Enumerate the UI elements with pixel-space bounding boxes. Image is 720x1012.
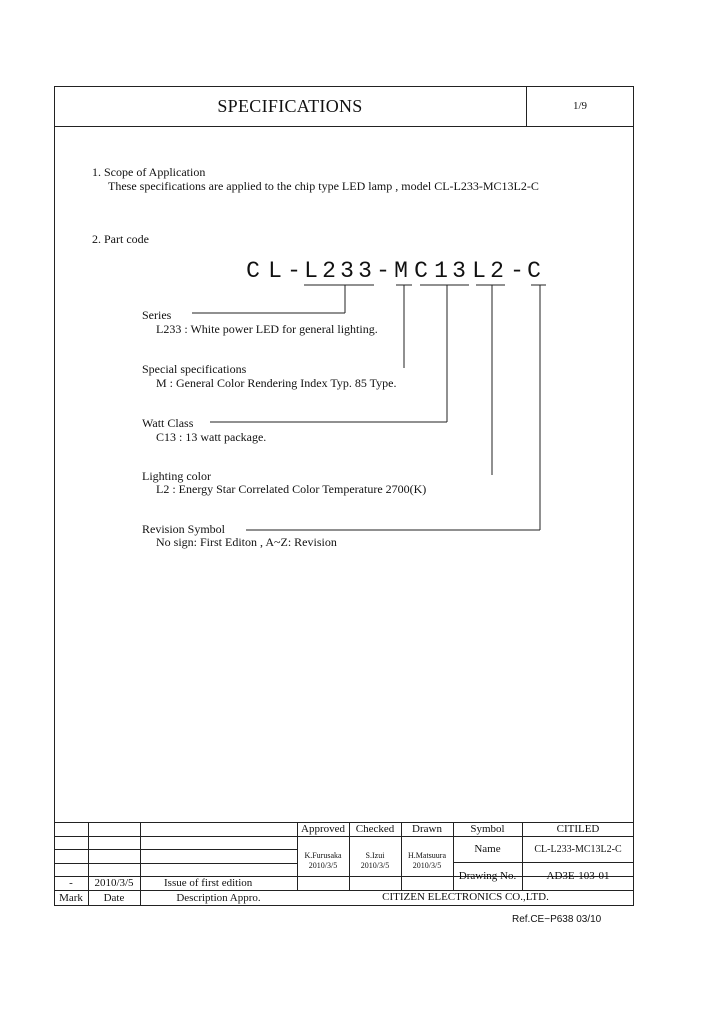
revision-description: Issue of first edition [164, 877, 253, 889]
drawing-number-value: AD3E-103-01 [546, 870, 610, 882]
code-char-3a: 3 [340, 258, 354, 284]
drawing-number-label: Drawing No. [458, 870, 517, 882]
drawn-signature: H.Matsuura 2010/3/5 [408, 851, 446, 870]
revision-mark: - [69, 877, 73, 889]
drawn-header: Drawn [412, 823, 442, 835]
code-char-l3: L [472, 258, 486, 284]
symbol-value: CITILED [556, 823, 600, 835]
revision-date: 2010/3/5 [94, 877, 134, 889]
series-title: Series [142, 308, 172, 322]
symbol-label: Symbol [470, 823, 505, 835]
code-char-1: 1 [434, 258, 448, 284]
code-char-dash3: - [510, 258, 524, 284]
watt-class-title: Watt Class [142, 416, 194, 430]
company-name: CITIZEN ELECTRONICS CO.,LTD. [382, 891, 549, 903]
name-label: Name [474, 843, 501, 855]
code-char-2a: 2 [322, 258, 336, 284]
name-value: CL-L233-MC13L2-C [534, 843, 622, 855]
description-header: Description Appro. [176, 892, 261, 904]
code-char-3c: 3 [452, 258, 466, 284]
code-char-l2: L [304, 258, 318, 284]
watt-class-text: C13 : 13 watt package. [156, 430, 267, 444]
series-text: L233 : White power LED for general lighting. [156, 322, 378, 336]
code-char-c2: C [414, 258, 428, 284]
code-char-l1: L [268, 258, 282, 284]
code-char-c1: C [246, 258, 260, 284]
checked-header: Checked [355, 823, 395, 835]
checked-signature: S.Izui 2010/3/5 [360, 851, 390, 870]
code-char-c3: C [527, 258, 541, 284]
lighting-color-title: Lighting color [142, 469, 211, 483]
code-char-m: M [394, 258, 408, 284]
partcode-heading: 2. Part code [92, 232, 149, 246]
mark-header: Mark [59, 892, 83, 904]
lighting-color-text: L2 : Energy Star Correlated Color Temperature 2700(K) [156, 482, 427, 496]
approved-signature: K.Furusaka 2010/3/5 [304, 851, 342, 870]
revision-symbol-title: Revision Symbol [142, 522, 226, 536]
scope-heading: 1. Scope of Application [92, 165, 206, 179]
scope-text: These specifications are applied to the chip type LED lamp , model CL-L233-MC13L2-C [108, 179, 539, 193]
approved-header: Approved [301, 823, 345, 835]
revision-symbol-text: No sign: First Editon , A~Z: Revision [156, 535, 337, 549]
code-char-dash2: - [376, 258, 390, 284]
date-header: Date [103, 892, 125, 904]
code-char-3b: 3 [358, 258, 372, 284]
reference-code: Ref.CE−P638 03/10 [512, 914, 602, 925]
special-spec-title: Special specifications [142, 362, 247, 376]
special-spec-text: M : General Color Rendering Index Typ. 85 Type. [156, 376, 397, 390]
code-char-dash1: - [287, 258, 301, 284]
page-title: SPECIFICATIONS [217, 95, 363, 116]
code-char-2b: 2 [490, 258, 504, 284]
page-number: 1/9 [572, 100, 588, 112]
